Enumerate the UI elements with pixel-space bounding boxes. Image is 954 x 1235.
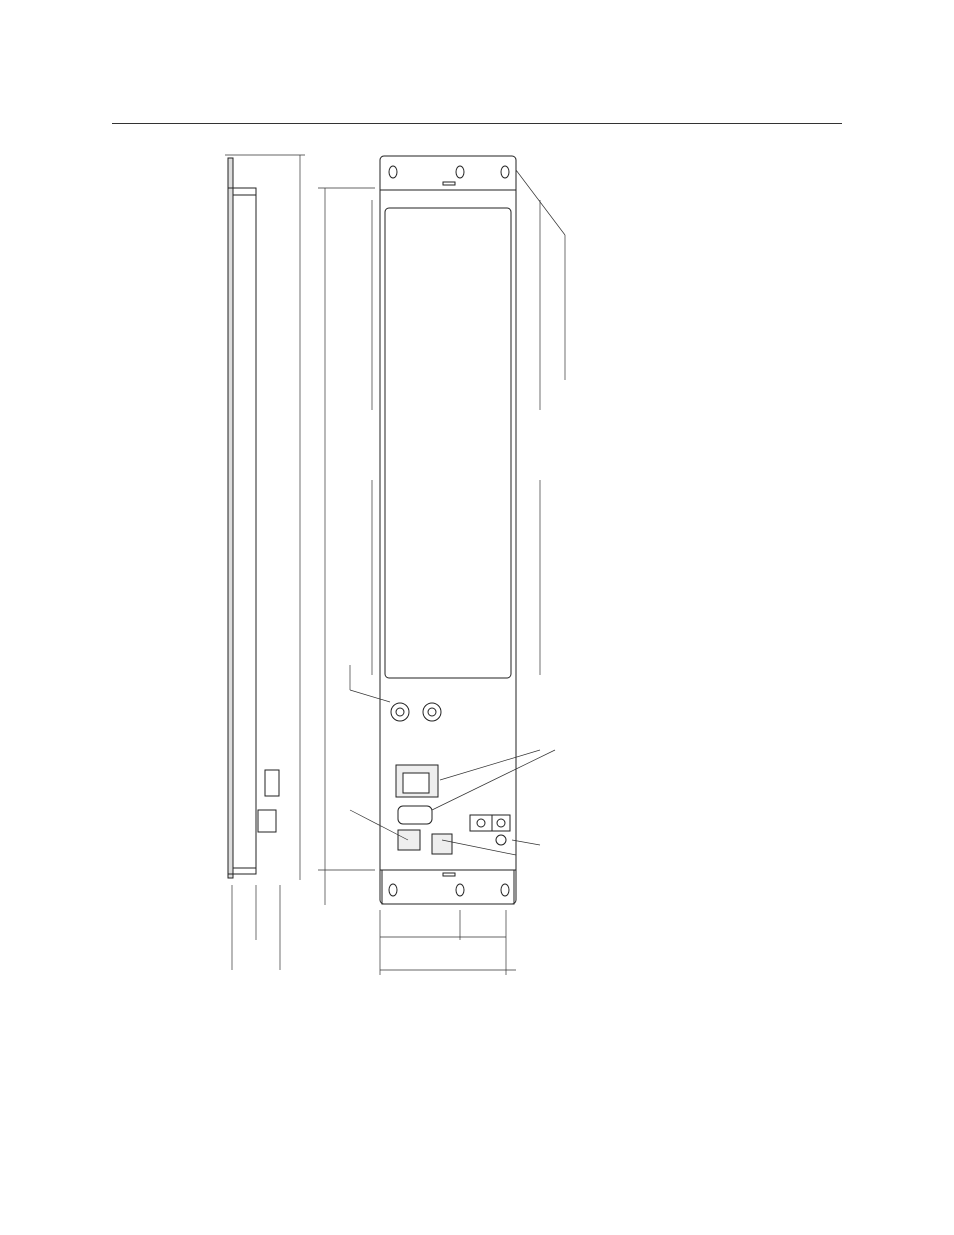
callout-leaders [350,170,565,855]
router-drawing-svg [210,150,600,980]
header-rule [112,123,842,124]
router-drawing [210,150,600,980]
rear-panel [380,156,516,904]
rear-dimensions [380,910,516,975]
top-view [228,158,279,878]
top-view-dimensions [225,155,375,970]
